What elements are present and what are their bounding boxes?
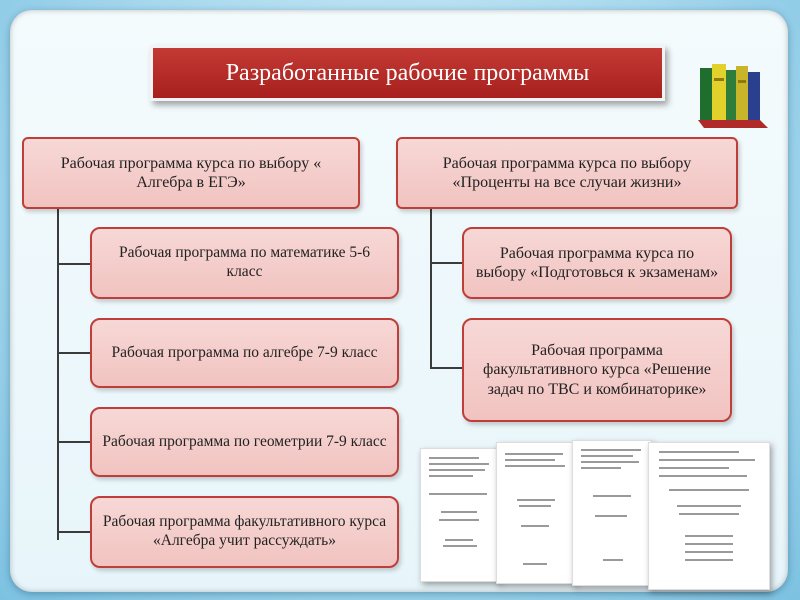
- right-item-1-text: Рабочая программа курса по выбору «Подготовься к экзаменам»: [475, 244, 719, 281]
- document-thumbnail: [572, 440, 652, 586]
- books-icon: [690, 58, 770, 128]
- document-thumbnail: [420, 448, 500, 582]
- connector-right-vertical: [430, 208, 432, 368]
- connector-right-2: [430, 367, 462, 369]
- left-item-3: [90, 407, 399, 477]
- connector-left-4: [57, 531, 90, 533]
- connector-left-3: [57, 441, 90, 443]
- slide-title: Разработанные рабочие программы: [150, 45, 665, 101]
- right-header-box: [396, 137, 738, 209]
- left-item-1: [90, 227, 399, 299]
- right-item-2-text: Рабочая программа факультативного курса «Решение задач по ТВС и комбинаторике»: [482, 342, 712, 398]
- connector-left-1: [57, 263, 90, 265]
- document-thumbnail: [496, 442, 576, 584]
- left-header-box: [22, 137, 360, 209]
- left-item-4: [90, 496, 399, 568]
- left-header-text: Рабочая программа курса по выбору « Алгебра в ЕГЭ»: [60, 154, 322, 191]
- connector-right-1: [430, 262, 462, 264]
- connector-left-2: [57, 352, 90, 354]
- left-item-2: [90, 318, 399, 388]
- right-item-1: [462, 227, 732, 299]
- document-thumbnail: [648, 442, 770, 590]
- left-item-1-text: Рабочая программа по математике 5-6 класс: [118, 244, 371, 280]
- left-item-2-text: Рабочая программа по алгебре 7-9 класс: [111, 343, 378, 361]
- left-item-4-text: Рабочая программа факультативного курса «Алгебра учит рассуждать»: [102, 513, 387, 549]
- right-header-text: Рабочая программа курса по выбору «Проценты на все случаи жизни»: [442, 154, 692, 191]
- left-item-3-text: Рабочая программа по геометрии 7-9 класс: [102, 432, 387, 450]
- connector-left-vertical: [57, 208, 59, 540]
- right-item-2: [462, 318, 732, 422]
